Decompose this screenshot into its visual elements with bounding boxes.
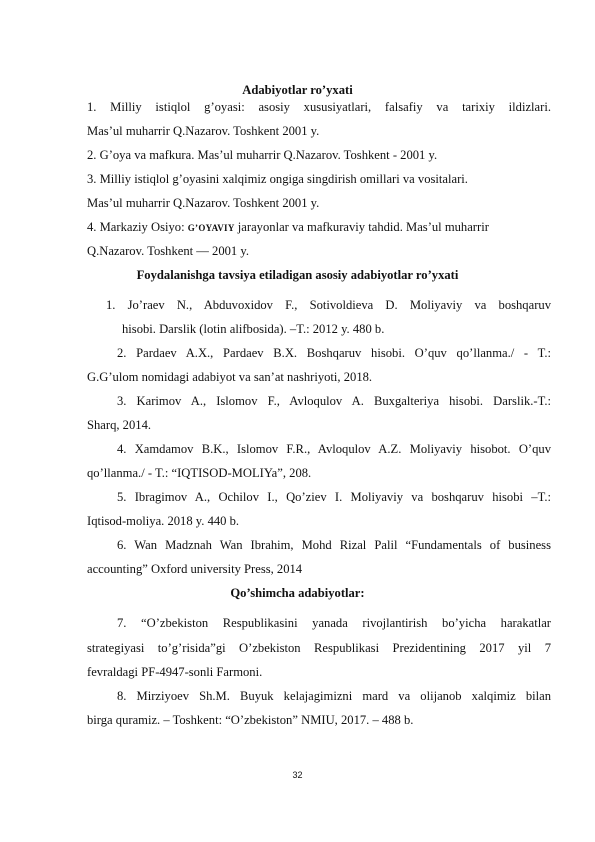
list2-item1-line2: hisobi. Darslik (lotin alifbosida). –T.: 2012 y. 480 b. [122, 322, 385, 336]
list1-item4-post: jarayonlar va mafkuraviy tahdid. Mas’ul muharrir [234, 220, 489, 234]
page-number: 32 [292, 770, 303, 780]
list2-item2-line1: 2. Pardaev A.X., Pardaev B.X. Boshqaruv hisobi. O’quv qo’llanma./ - T.: [117, 346, 551, 360]
list2-item5-line1: 5. Ibragimov A., Ochilov I., Qo’ziev I. Moliyaviy va boshqaruv hisobi –T.: [117, 490, 551, 504]
list2-item4-line2: qo’llanma./ - T.: “IQTISOD-MOLIYa”, 208. [87, 466, 312, 480]
list3-item8-line1: 8. Mirziyoev Sh.M. Buyuk kelajagimizni mard va olijanob xalqimiz bilan [117, 689, 551, 703]
heading-qoshimcha: Qo’shimcha adabiyotlar: [230, 586, 365, 600]
list1-item2: 2. G’oya va mafkura. Mas’ul muharrir Q.Nazarov. Toshkent - 2001 y. [87, 148, 438, 162]
list1-item1-line2: Mas’ul muharrir Q.Nazarov. Toshkent 2001 y. [87, 124, 320, 138]
list2-item3-line2: Sharq, 2014. [87, 418, 152, 432]
list3-item7-line1: 7. “O’zbekiston Respublikasini yanada rivojlantirish bo’yicha harakatlar [117, 616, 551, 630]
heading-adabiyotlar: Adabiyotlar ro’yxati [242, 83, 353, 97]
list3-item7-line3: fevraldagi PF-4947-sonli Farmoni. [87, 665, 263, 679]
list2-item2-line2: G.G’ulom nomidagi adabiyot va san’at nashriyoti, 2018. [87, 370, 373, 384]
list1-item3-line1: 3. Milliy istiqlol g’oyasini xalqimiz ongiga singdirish omillari va vositalari. [87, 172, 468, 186]
list2-item4-line1: 4. Xamdamov B.K., Islomov F.R., Avloqulov A.Z. Moliyaviy hisobot. O’quv [117, 442, 551, 456]
list1-item4-line2: Q.Nazarov. Toshkent — 2001 y. [87, 244, 249, 258]
list2-item1-line1: 1. Jo’raev N., Abduvoxidov F., Sotivoldieva D. Moliyaviy va boshqaruv [106, 298, 551, 312]
list3-item7-line2: strategiyasi to’g’risida”gi O’zbekiston Respublikasi Prezidentining 2017 yil 7 [87, 641, 551, 655]
list2-item5-line2: Iqtisod-moliya. 2018 y. 440 b. [87, 514, 240, 528]
list3-item8-line2: birga quramiz. – Toshkent: “O’zbekiston” NMIU, 2017. – 488 b. [87, 713, 414, 727]
list1-item3-line2: Mas’ul muharrir Q.Nazarov. Toshkent 2001 y. [87, 196, 320, 210]
list1-item4-line1 [87, 219, 489, 236]
list1-item4-pre: 4. Markaziy Osiyo: [87, 220, 188, 234]
list1-item1-line1: 1. Milliy istiqlol g’oyasi: asosiy xususiyatlari, falsafiy va tarixiy ildizlari. [87, 100, 551, 114]
list2-item6-line2: accounting” Oxford university Press, 2014 [87, 562, 303, 576]
list2-item3-line1: 3. Karimov A., Islomov F., Avloqulov A. Buxgalteriya hisobi. Darslik.-T.: [117, 394, 551, 408]
list2-item6-line1: 6. Wan Madznah Wan Ibrahim, Mohd Rizal Palil “Fundamentals of business [117, 538, 551, 552]
list1-item4-smallcaps: G’OYAVIY [187, 223, 235, 233]
heading-foydalanishga: Foydalanishga tavsiya etiladigan asosiy adabiyotlar ro’yxati [136, 268, 459, 282]
